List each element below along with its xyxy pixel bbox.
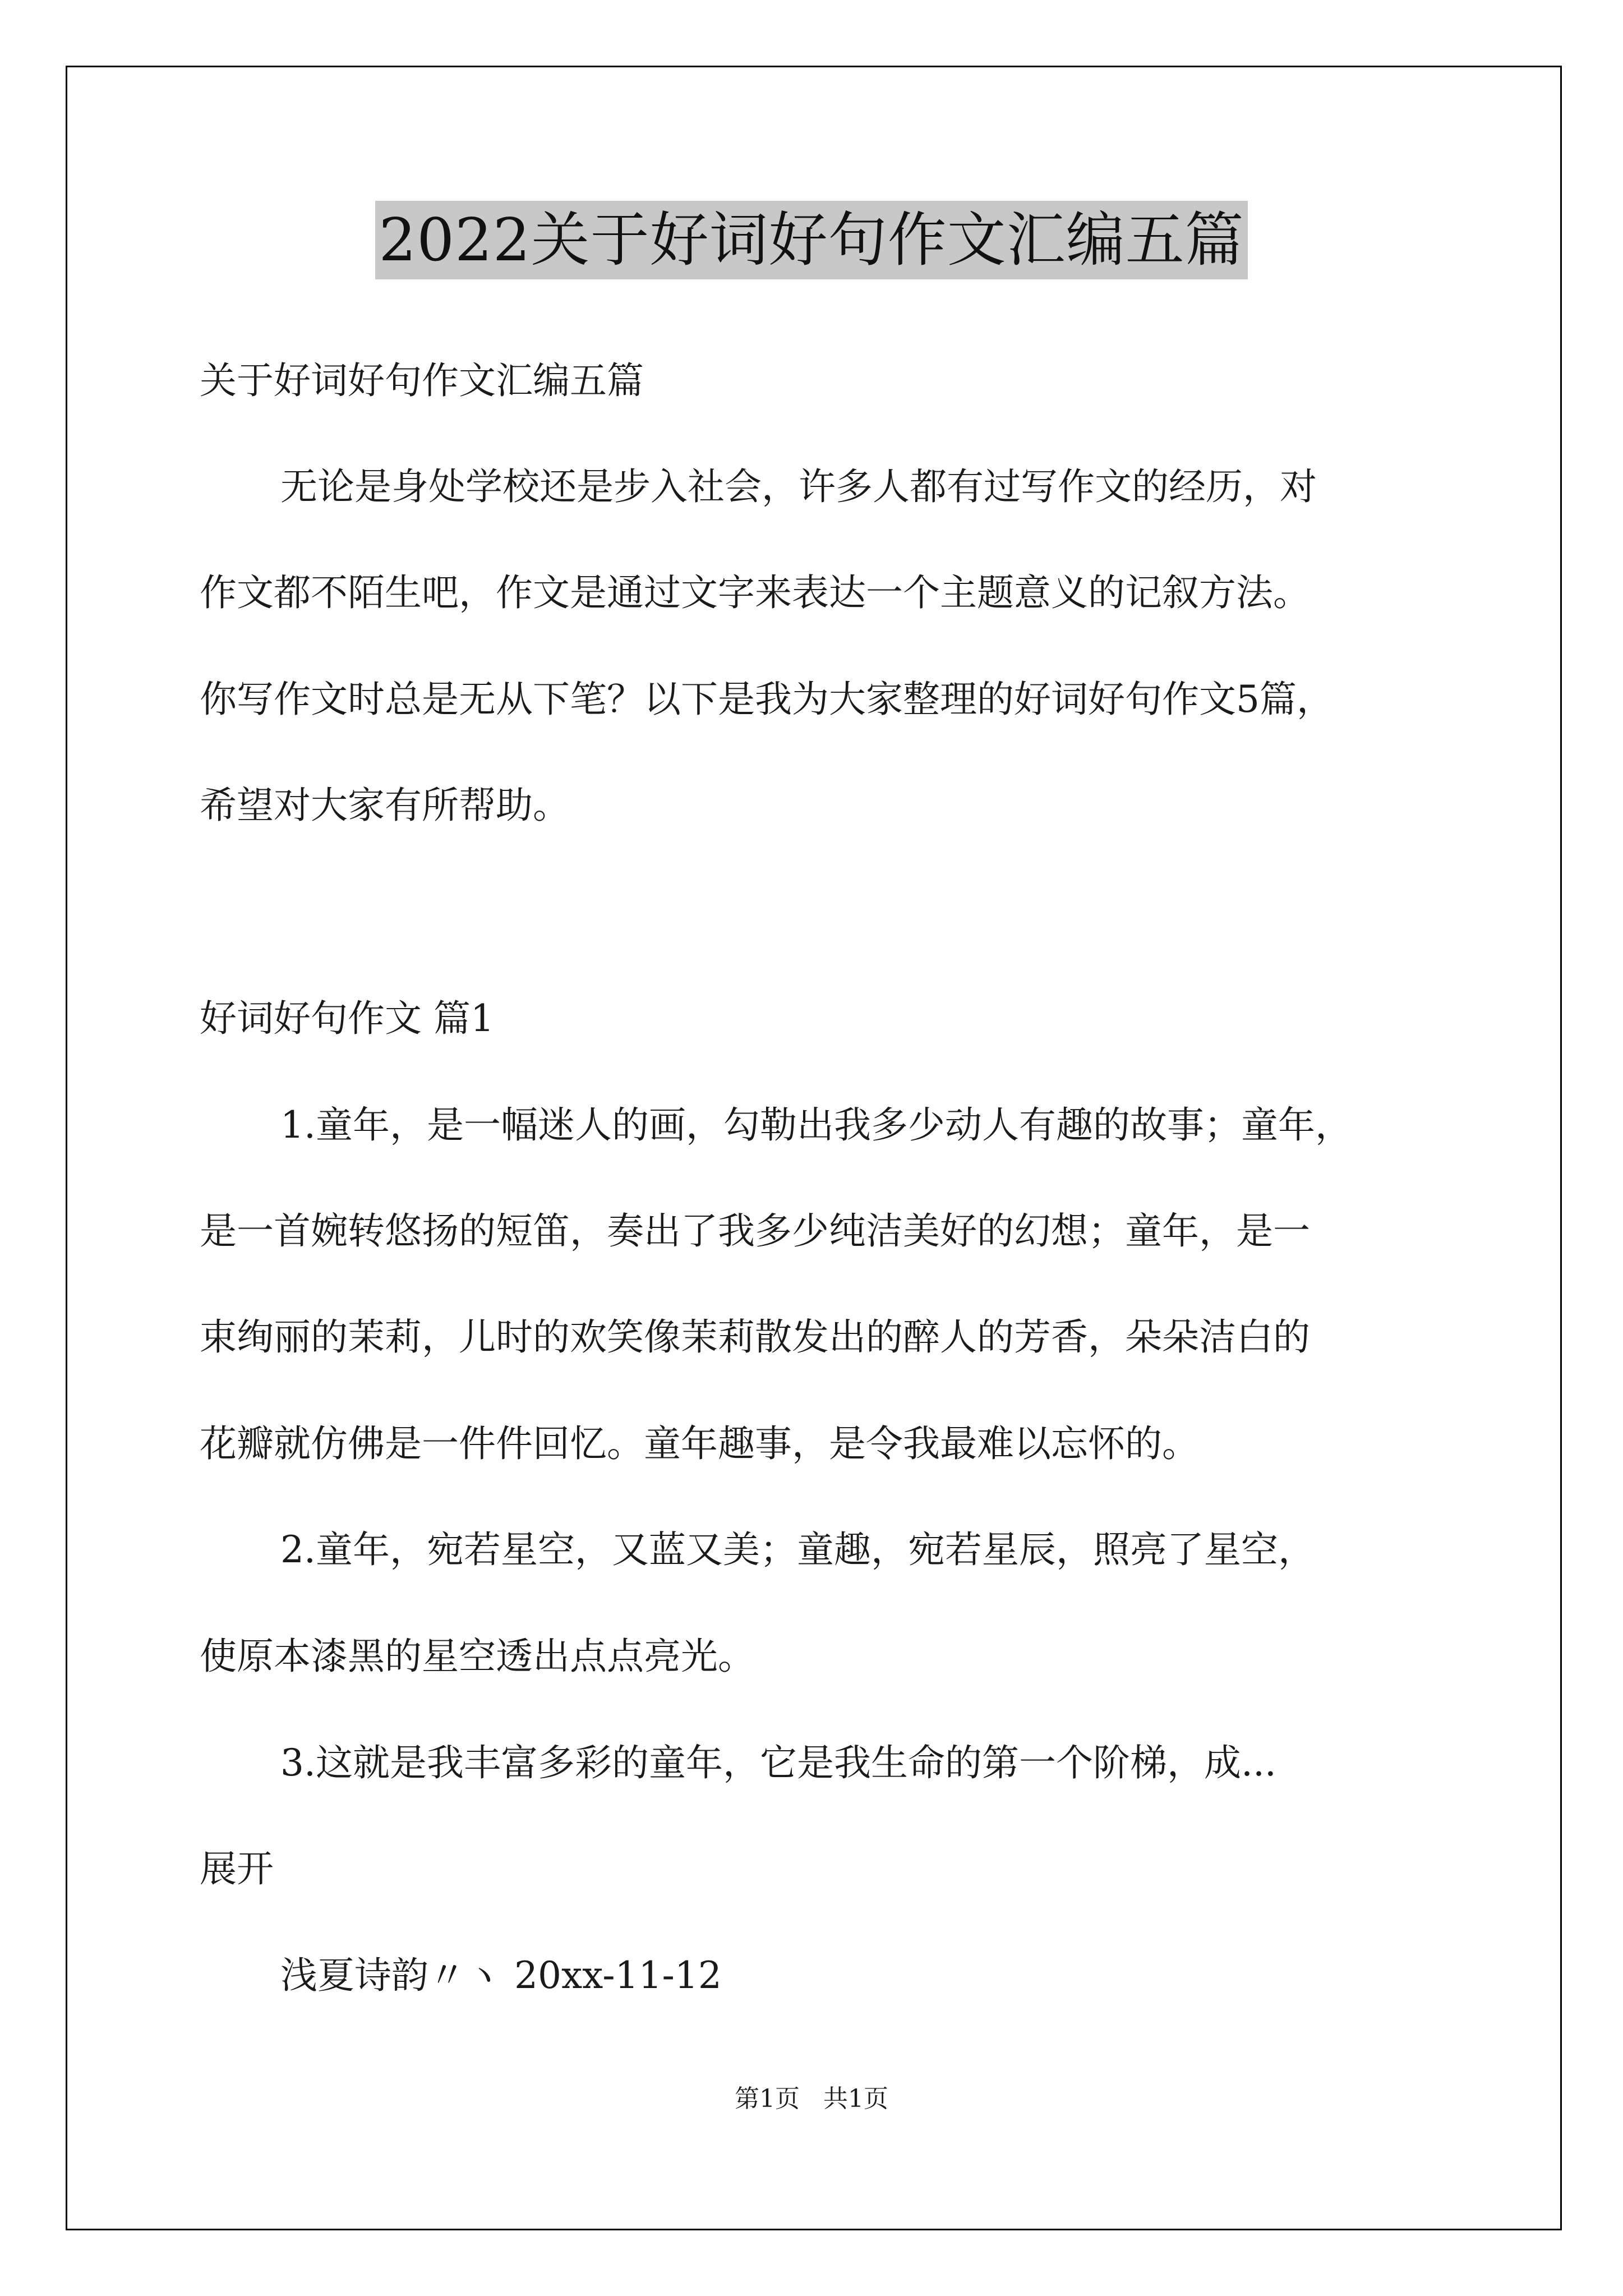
item2-line-2: 使原本漆黑的星空透出点点亮光。 (200, 1635, 755, 1678)
page-total: 共1页 (823, 2085, 888, 2113)
item1-line-2: 是一首婉转悠扬的短笛，奏出了我多少纯洁美好的幻想；童年，是一 (200, 1209, 1310, 1253)
title-block (0, 201, 1623, 279)
page-current: 第1页 (735, 2085, 800, 2113)
intro-line-1: 无论是身处学校还是步入社会，许多人都有过写作文的经历，对 (280, 465, 1317, 508)
intro-line-4: 希望对大家有所帮助。 (200, 784, 570, 827)
item3-line-1: 3.这就是我丰富多彩的童年，它是我生命的第一个阶梯，成... (280, 1741, 1276, 1784)
item2-line-1: 2.童年，宛若星空，又蓝又美；童趣，宛若星辰，照亮了星空， (280, 1528, 1315, 1571)
document-subtitle: 关于好词好句作文汇编五篇 (200, 359, 644, 402)
document-title: 2022关于好词好句作文汇编五篇 (375, 201, 1247, 279)
intro-line-2: 作文都不陌生吧，作文是通过文字来表达一个主题意义的记叙方法。 (200, 571, 1310, 614)
item1-line-1: 1.童年，是一幅迷人的画，勾勒出我多少动人有趣的故事；童年， (280, 1103, 1352, 1147)
section-heading: 好词好句作文 篇1 (200, 997, 494, 1040)
expand-link[interactable]: 展开 (200, 1847, 274, 1890)
item1-line-4: 花瓣就仿佛是一件件回忆。童年趣事，是令我最难以忘怀的。 (200, 1422, 1199, 1465)
intro-line-3: 你写作文时总是无从下笔？以下是我为大家整理的好词好句作文5篇， (200, 678, 1334, 721)
author-date: 浅夏诗韵〃ヽ 20xx-11-12 (280, 1954, 722, 1997)
page-footer (0, 2082, 1623, 2116)
item1-line-3: 束绚丽的茉莉，儿时的欢笑像茉莉散发出的醉人的芳香，朵朵洁白的 (200, 1315, 1310, 1359)
